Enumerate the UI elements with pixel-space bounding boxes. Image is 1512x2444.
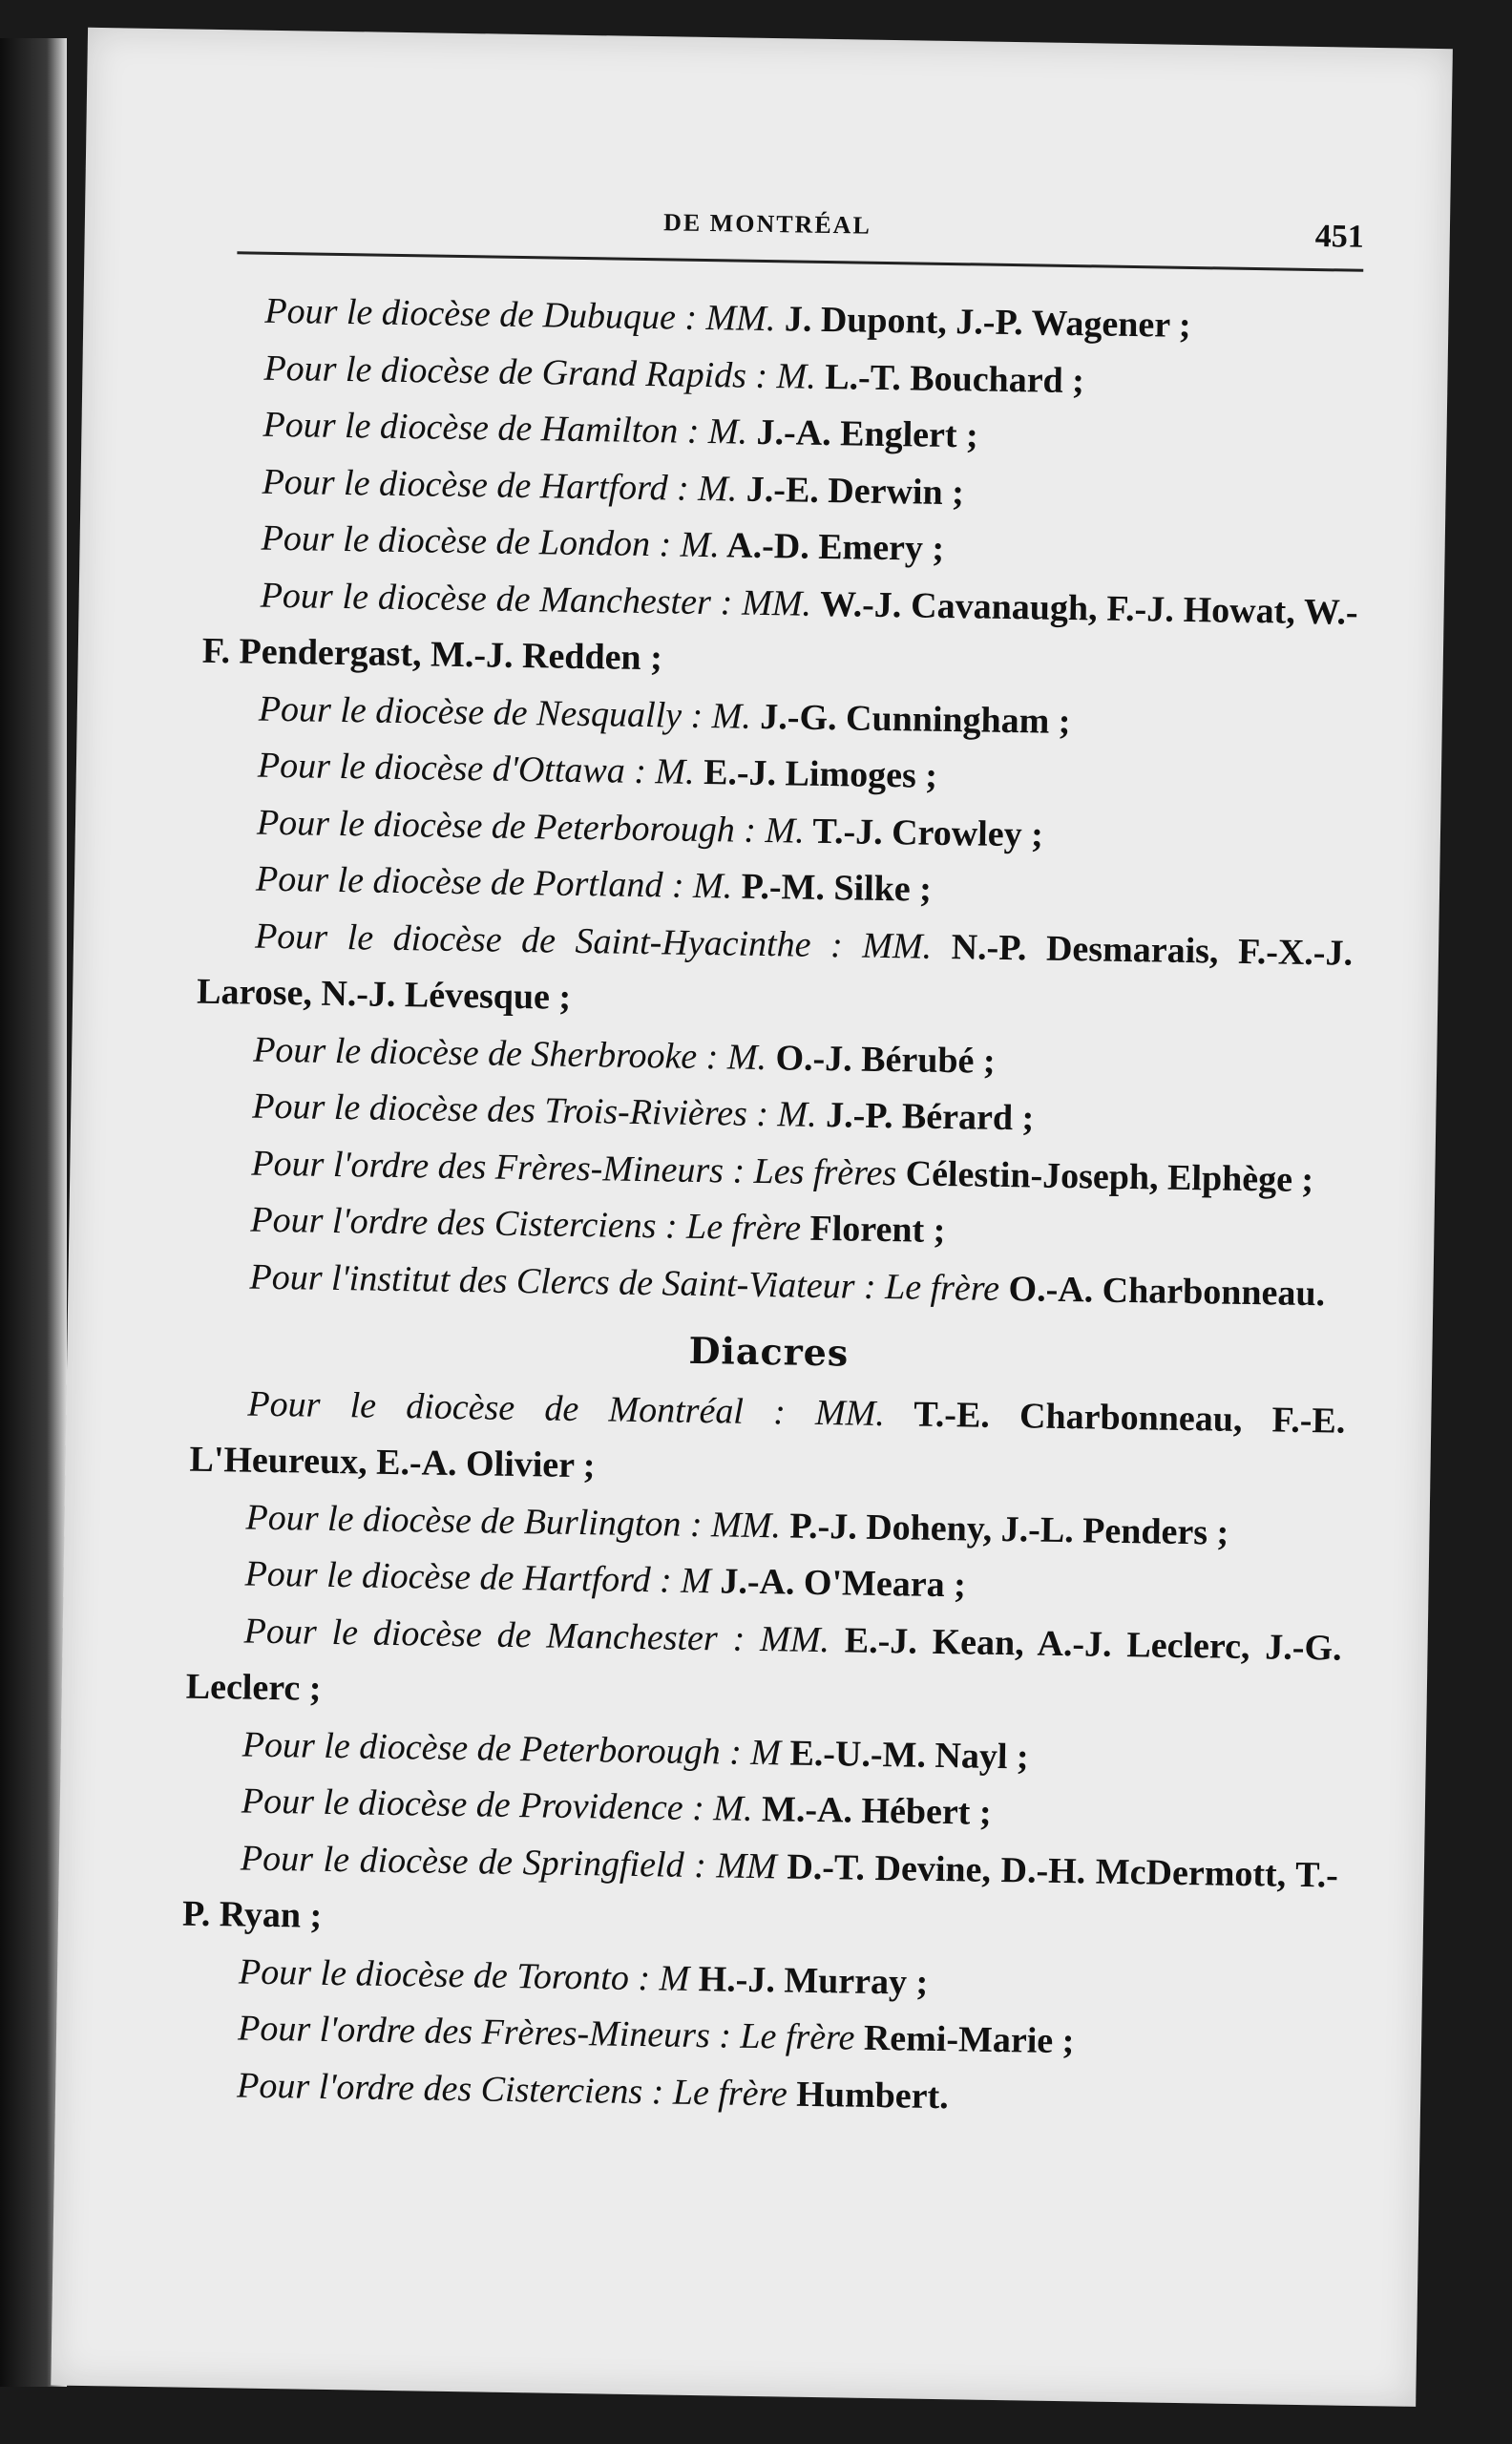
entry-lead: Pour l'ordre des Cisterciens : Le frère <box>250 1199 802 1249</box>
entry-names: Célestin-Joseph, Elphège ; <box>895 1152 1314 1200</box>
entry-names: O.-A. Charbonneau. <box>998 1268 1326 1314</box>
entry-lead: Pour le diocèse d'Ottawa : M. <box>257 745 695 792</box>
diocese-entry <box>201 566 1358 698</box>
entry-lead: Pour l'institut des Clercs de Saint-Viateur : Le frère <box>249 1256 1000 1309</box>
entry-names: Humbert. <box>787 2074 950 2117</box>
entry-lead: Pour le diocèse de Peterborough : M. <box>256 802 806 852</box>
entry-lead: Pour l'ordre des Cisterciens : Le frère <box>236 2064 788 2115</box>
running-head <box>85 200 1451 266</box>
entry-lead: Pour le diocèse de Hartford : M. <box>262 461 738 510</box>
entry-names: P.-J. Doheny, J.-L. Penders ; <box>780 1505 1229 1553</box>
entry-names: J. Dupont, J.-P. Wagener ; <box>775 299 1191 346</box>
section-heading-diacres: Diacres <box>688 1328 850 1375</box>
entry-names: E.-J. Kean, A.-J. Leclerc, J.-G. Leclerc ; <box>185 1619 1342 1709</box>
entry-names: J.-G. Cunningham ; <box>750 696 1071 742</box>
entry-names: J.-P. Bérard ; <box>816 1094 1035 1139</box>
diocese-entry <box>189 1375 1346 1506</box>
entry-lead: Pour le diocèse de Saint-Hyacinthe : MM. <box>254 916 933 967</box>
entry-names: T.-E. Charbonneau, F.-E. L'Heureux, E.-A. Olivier ; <box>189 1393 1346 1486</box>
entry-lead: Pour le diocèse de Portland : M. <box>255 858 733 907</box>
entry-lead: Pour le diocèse de Manchester : MM. <box>243 1611 830 1660</box>
entry-lead: Pour le diocèse de London : M. <box>261 517 721 566</box>
page-number: 451 <box>1314 218 1365 255</box>
entry-lead: Pour le diocèse de Montréal : MM. <box>247 1383 886 1434</box>
entry-lead: Pour le diocèse de Grand Rapids : M. <box>263 348 817 397</box>
entry-names: Florent ; <box>800 1208 946 1252</box>
entry-lead: Pour le diocèse de Manchester : MM. <box>260 575 812 624</box>
entry-lead: Pour l'ordre des Frères-Mineurs : Les frères <box>251 1143 897 1193</box>
entry-lead: Pour le diocèse de Hartford : M <box>244 1553 712 1602</box>
entry-names: N.-P. Desmarais, F.-X.-J. Larose, N.-J. Lévesque ; <box>196 926 1354 1018</box>
entry-lead: Pour le diocèse de Burlington : MM. <box>245 1497 782 1546</box>
entry-names: E.-U.-M. Nayl ; <box>780 1732 1029 1777</box>
entry-lead: Pour le diocèse de Toronto : M <box>238 1951 690 1999</box>
entry-names: J.-A. Englert ; <box>746 411 979 456</box>
entry-names: L.-T. Bouchard ; <box>815 356 1085 401</box>
entry-lead: Pour le diocèse de Springfield : MM <box>240 1838 778 1886</box>
ordination-list-priests <box>192 283 1363 1323</box>
entry-names: P.-M. Silke ; <box>731 866 933 910</box>
entry-names: Remi-Marie ; <box>854 2017 1075 2062</box>
entry-lead: Pour l'ordre des Frères-Mineurs : Le frère <box>237 2008 855 2058</box>
entry-lead: Pour le diocèse de Dubuque : MM. <box>264 290 776 340</box>
entry-lead: Pour le diocèse de Peterborough : M <box>242 1724 782 1773</box>
book-page <box>51 28 1453 2407</box>
diocese-entry <box>185 1602 1342 1734</box>
entry-lead: Pour le diocèse des Trois-Rivières : M. <box>252 1085 817 1135</box>
entry-lead: Pour le diocèse de Nesqually : M. <box>258 688 752 737</box>
entry-names: J.-A. O'Meara ; <box>710 1561 967 1606</box>
diocese-entry <box>197 907 1354 1039</box>
running-head-title: DE MONTRÉAL <box>662 208 872 240</box>
entry-names: O.-J. Bérubé ; <box>766 1037 996 1082</box>
entry-lead: Pour le diocèse de Sherbrooke : M. <box>252 1029 767 1078</box>
entry-names: W.-J. Cavanaugh, F.-J. Howat, W.-F. Pendergast, M.-J. Redden ; <box>201 583 1358 679</box>
entry-names: A.-D. Emery ; <box>719 525 945 569</box>
entry-names: J.-E. Derwin ; <box>737 469 965 513</box>
entry-names: D.-T. Devine, D.-H. McDermott, T.-P. Ryan ; <box>181 1845 1339 1936</box>
entry-lead: Pour le diocèse de Providence : M. <box>241 1780 753 1829</box>
diocese-entry <box>182 1829 1339 1961</box>
entry-names: H.-J. Murray ; <box>688 1958 929 2003</box>
entry-lead: Pour le diocèse de Hamilton : M. <box>262 404 748 453</box>
entry-names: T.-J. Crowley ; <box>804 811 1044 855</box>
ordination-list-deacons <box>179 1375 1346 2131</box>
page-body <box>179 283 1363 2132</box>
entry-names: M.-A. Hébert ; <box>752 1788 992 1833</box>
entry-names: E.-J. Limoges ; <box>694 751 938 796</box>
